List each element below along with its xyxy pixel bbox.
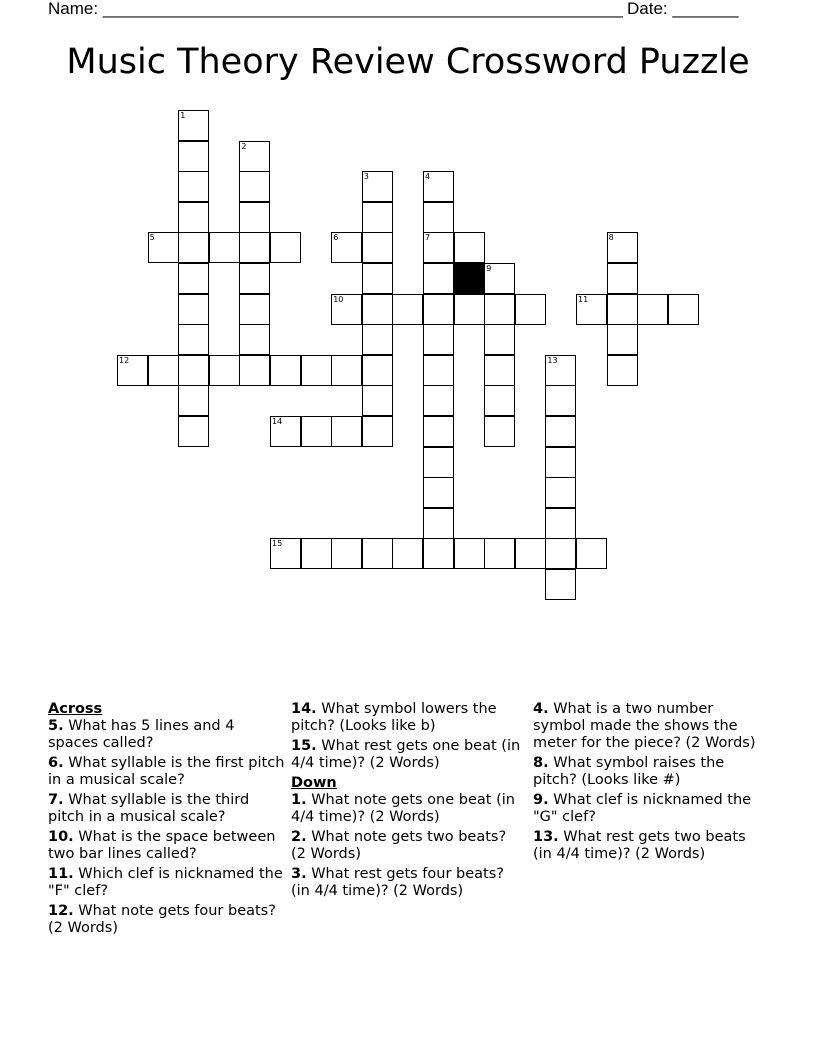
clue-text: Which clef is nicknamed the "F" clef? xyxy=(48,866,283,899)
clue xyxy=(48,755,288,789)
grid-cell[interactable] xyxy=(545,508,576,539)
grid-cell[interactable] xyxy=(423,416,454,447)
grid-cell[interactable] xyxy=(209,232,240,263)
grid-cell[interactable] xyxy=(301,538,332,569)
grid-cell[interactable] xyxy=(148,355,179,386)
grid-cell[interactable] xyxy=(178,171,209,202)
grid-cell[interactable] xyxy=(545,355,576,386)
clue-number-label: 8. xyxy=(533,755,549,771)
clue-number-label: 12. xyxy=(48,903,74,919)
clue-number: 7 xyxy=(425,233,431,243)
grid-cell[interactable] xyxy=(239,171,270,202)
grid-cell[interactable] xyxy=(607,355,638,386)
clue-number-label: 2. xyxy=(291,829,307,845)
grid-cell[interactable] xyxy=(362,416,393,447)
clue-number-label: 10. xyxy=(48,829,74,845)
clue xyxy=(48,866,288,900)
grid-cell[interactable] xyxy=(423,294,454,325)
grid-cell[interactable] xyxy=(362,355,393,386)
grid-cell[interactable] xyxy=(362,324,393,355)
grid-cell[interactable] xyxy=(148,232,179,263)
grid-cell[interactable] xyxy=(331,416,362,447)
clue-number: 2 xyxy=(241,141,247,151)
clue xyxy=(291,701,523,735)
date-line: _______ xyxy=(672,0,739,18)
clue xyxy=(291,866,523,900)
grid-cell[interactable] xyxy=(178,416,209,447)
page-title: Music Theory Review Crossword Puzzle xyxy=(66,42,750,82)
clue-text: What clef is nicknamed the "G" clef? xyxy=(533,792,752,825)
grid-cell[interactable] xyxy=(178,263,209,294)
grid-cell[interactable] xyxy=(576,294,607,325)
grid-cell[interactable] xyxy=(607,263,638,294)
grid-cell[interactable] xyxy=(178,294,209,325)
clue-number: 11 xyxy=(578,294,589,304)
clue-text: What syllable is the first pitch in a musical scale? xyxy=(48,755,285,788)
clue-number-label: 15. xyxy=(291,738,317,754)
grid-cell[interactable] xyxy=(362,263,393,294)
clue xyxy=(48,903,288,937)
name-label: Name: xyxy=(48,0,99,18)
grid-cell[interactable] xyxy=(423,232,454,263)
clue-number: 12 xyxy=(119,355,130,365)
clue-number-label: 7. xyxy=(48,792,64,808)
grid-cell[interactable] xyxy=(331,294,362,325)
clue-text: What symbol raises the pitch? (Looks like #) xyxy=(533,755,725,788)
grid-cell[interactable] xyxy=(484,324,515,355)
grid-cell[interactable] xyxy=(454,294,485,325)
grid-cell[interactable] xyxy=(178,141,209,172)
grid-cell[interactable] xyxy=(484,355,515,386)
grid-cell[interactable] xyxy=(423,385,454,416)
grid-cell[interactable] xyxy=(178,385,209,416)
section-heading: Down xyxy=(291,775,337,791)
grid-cell[interactable] xyxy=(637,294,668,325)
clue xyxy=(48,792,288,826)
grid-cell[interactable] xyxy=(515,294,546,325)
clue-text: What rest gets one beat (in 4/4 time)? (2 Words) xyxy=(291,738,521,771)
grid-cell[interactable] xyxy=(423,202,454,233)
clue-text: What is the space between two bar lines called? xyxy=(48,829,276,862)
clue-text: What note gets four beats? (2 Words) xyxy=(48,903,276,936)
grid-cell[interactable] xyxy=(484,263,515,294)
grid-cell[interactable] xyxy=(178,355,209,386)
clue-number: 6 xyxy=(333,233,339,243)
clue xyxy=(48,829,288,863)
grid-cell[interactable] xyxy=(423,508,454,539)
clue xyxy=(291,792,523,826)
grid-cell[interactable] xyxy=(423,263,454,294)
clue-number: 5 xyxy=(149,233,155,243)
clue-number-label: 4. xyxy=(533,701,549,717)
grid-cell[interactable] xyxy=(331,538,362,569)
grid-cell[interactable] xyxy=(362,232,393,263)
grid-cell[interactable] xyxy=(607,324,638,355)
grid-cell[interactable] xyxy=(545,385,576,416)
clue-number-label: 6. xyxy=(48,755,64,771)
clue-number: 13 xyxy=(547,355,558,365)
grid-cell[interactable] xyxy=(392,294,423,325)
grid-cell[interactable] xyxy=(239,141,270,172)
grid-block xyxy=(454,263,485,294)
clue xyxy=(533,829,768,863)
grid-cell[interactable] xyxy=(545,416,576,447)
grid-cell[interactable] xyxy=(484,385,515,416)
grid-cell[interactable] xyxy=(423,538,454,569)
clue-text: What has 5 lines and 4 spaces called? xyxy=(48,718,235,751)
clues-column-2 xyxy=(291,701,523,903)
clues-column-1 xyxy=(48,701,288,940)
clue-number: 3 xyxy=(363,172,369,182)
clue-number-label: 5. xyxy=(48,718,64,734)
grid-cell[interactable] xyxy=(545,477,576,508)
grid-cell[interactable] xyxy=(515,538,546,569)
grid-cell[interactable] xyxy=(423,171,454,202)
grid-cell[interactable] xyxy=(362,538,393,569)
grid-cell[interactable] xyxy=(301,355,332,386)
grid-cell[interactable] xyxy=(484,416,515,447)
grid-cell[interactable] xyxy=(423,324,454,355)
clue xyxy=(291,738,523,772)
grid-cell[interactable] xyxy=(454,538,485,569)
clue-number: 1 xyxy=(180,111,186,120)
grid-cell[interactable] xyxy=(607,232,638,263)
clue-number-label: 11. xyxy=(48,866,74,882)
grid-cell[interactable] xyxy=(362,202,393,233)
grid-cell[interactable] xyxy=(301,416,332,447)
grid-cell[interactable] xyxy=(270,355,301,386)
grid-cell[interactable] xyxy=(423,355,454,386)
grid-cell[interactable] xyxy=(239,263,270,294)
clue-number-label: 14. xyxy=(291,701,317,717)
grid-cell[interactable] xyxy=(178,324,209,355)
grid-cell[interactable] xyxy=(454,232,485,263)
grid-cell[interactable] xyxy=(270,232,301,263)
clue-number: 15 xyxy=(272,539,283,549)
clue xyxy=(533,792,768,826)
grid-cell[interactable] xyxy=(239,232,270,263)
grid-cell[interactable] xyxy=(117,355,148,386)
clue-number-label: 13. xyxy=(533,829,559,845)
grid-cell[interactable] xyxy=(270,416,301,447)
clue-number: 4 xyxy=(425,172,431,182)
grid-cell[interactable] xyxy=(545,569,576,600)
grid-cell[interactable] xyxy=(178,232,209,263)
section-heading: Across xyxy=(48,701,103,717)
clues-column-3 xyxy=(533,701,768,866)
clue xyxy=(48,718,288,752)
grid-cell[interactable] xyxy=(423,447,454,478)
grid-cell[interactable] xyxy=(362,385,393,416)
clue-text: What is a two number symbol made the shows the meter for the piece? (2 Words) xyxy=(533,701,756,751)
grid-cell[interactable] xyxy=(331,232,362,263)
clue-number: 14 xyxy=(272,417,283,426)
clue-number: 10 xyxy=(333,294,344,304)
clue-text: What symbol lowers the pitch? (Looks like b) xyxy=(291,701,497,734)
clue-number-label: 3. xyxy=(291,866,307,882)
clue-number: 9 xyxy=(486,264,492,273)
clue-number: 8 xyxy=(608,233,614,243)
clue-number-label: 9. xyxy=(533,792,549,808)
grid-cell[interactable] xyxy=(270,538,301,569)
grid-cell[interactable] xyxy=(484,538,515,569)
clue xyxy=(533,755,768,789)
clue-text: What rest gets two beats (in 4/4 time)? (2 Words) xyxy=(533,829,746,862)
clue-text: What note gets two beats? (2 Words) xyxy=(291,829,507,862)
grid-cell[interactable] xyxy=(545,447,576,478)
grid-cell[interactable] xyxy=(362,294,393,325)
date-label: Date: xyxy=(627,0,668,18)
grid-cell[interactable] xyxy=(239,294,270,325)
grid-cell[interactable] xyxy=(668,294,699,325)
grid-cell[interactable] xyxy=(178,202,209,233)
grid-cell[interactable] xyxy=(484,294,515,325)
grid-cell[interactable] xyxy=(239,324,270,355)
clue xyxy=(291,829,523,863)
name-line: _______________________________________________________ xyxy=(102,0,623,18)
grid-cell[interactable] xyxy=(209,355,240,386)
grid-cell[interactable] xyxy=(576,538,607,569)
clue-text: What syllable is the third pitch in a musical scale? xyxy=(48,792,250,825)
clue-text: What rest gets four beats? (in 4/4 time)? (2 Words) xyxy=(291,866,504,899)
grid-cell[interactable] xyxy=(178,110,209,141)
grid-cell[interactable] xyxy=(362,171,393,202)
grid-cell[interactable] xyxy=(545,538,576,569)
grid-cell[interactable] xyxy=(239,202,270,233)
grid-cell[interactable] xyxy=(423,477,454,508)
grid-cell[interactable] xyxy=(392,538,423,569)
clue-number-label: 1. xyxy=(291,792,307,808)
grid-cell[interactable] xyxy=(239,355,270,386)
grid-cell[interactable] xyxy=(607,294,638,325)
clue-text: What note gets one beat (in 4/4 time)? (2 Words) xyxy=(291,792,515,825)
clue xyxy=(533,701,768,752)
grid-cell[interactable] xyxy=(331,355,362,386)
